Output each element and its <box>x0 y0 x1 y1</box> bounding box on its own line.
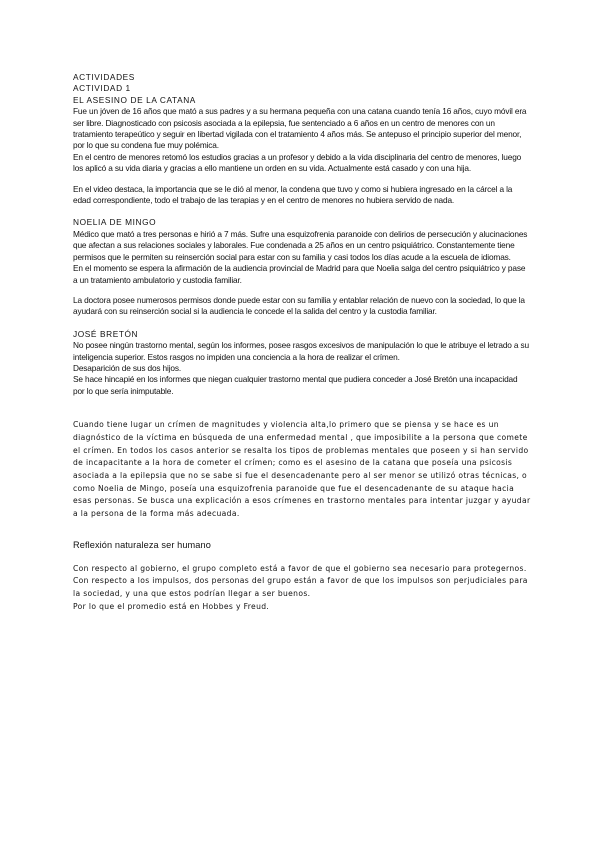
activity-title: ACTIVIDAD 1 <box>73 83 131 94</box>
reflection-line: Con respecto al gobierno, el grupo completo está a favor de que el gobierno sea necesario para protegernos. <box>73 563 527 573</box>
section-paragraph: En el centro de menores retomó los estudios gracias a un profesor y debido a la vida disciplinaria del centro de menores, luego los aplicó a su vida diaria y gracias a ello mantiene un orden en su vida. Actualmente está casado y con una hija. <box>73 151 522 174</box>
section-paragraph: En el momento se espera la afirmación de la audiencia provincial de Madrid para que Noelia salga del centro psiquiátrico y pase a un tratamiento ambulatorio y custodia familiar. <box>73 263 526 285</box>
reflection-line: Por lo que el promedio está en Hobbes y Freud. <box>73 601 270 611</box>
section-paragraph: Desaparición de sus dos hijos. <box>73 362 182 373</box>
section-heading-breton: JOSÉ BRETÓN <box>73 328 139 339</box>
section-paragraph: Se hace hincapié en los informes que niegan cualquier trastorno mental que pudiera conceder a José Bretón una incapacidad por lo que sería inimputable. <box>73 374 518 396</box>
document-page <box>73 72 531 614</box>
section-paragraph: No posee ningún trastorno mental, según los informes, posee rasgos excesivos de manipulación lo que le atribuye el letrado a su inteligencia superior. Estos rasgos no impiden una conciencia a la hora de realizar el crímen. <box>73 340 529 362</box>
document-title: ACTIVIDADES <box>73 72 135 82</box>
section-heading-catana: EL ASESINO DE LA CATANA <box>73 94 196 105</box>
conclusion-paragraph: Cuando tiene lugar un crímen de magnitudes y violencia alta,lo primero que se piensa y se hace es un diagnóstico de la víctima en búsqueda de una enfermedad mental , que imposibilite a la persona que comete el crímen. En todos los casos anterior se resalta los tipos de problemas mentales que poseen y si han servido de incapacitante a la hora de cometer el crímen; como es el asesino de la catana que poseía una psicosis asociada a la epilepsia que no se sabe si fue el desencadenante pero al ser menor se utilizó otras técnicas, o como Noelia de Mingo, poseía una esquizofrenia paranoide que fue el desencadenante de su ataque hacia esas personas. Se busca una explicación a esos crímenes en trastorno mentales para intentar juzgar y ayudar a la persona de la forma más adecuada. <box>73 420 531 519</box>
section-paragraph: Médico que mató a tres personas e hirió a 7 más. Sufre una esquizofrenia paranoide con delirios de persecución y alucinaciones que afectan a sus relaciones sociales y laborales. Fue condenada a 25 años en un centro psiquiátrico. Constantemente tiene permisos que le permiten su reinserción social para estar con su familia y casi todos los días acude a la escuela de idiomas. <box>73 228 528 262</box>
section-paragraph: Fue un jóven de 16 años que mató a sus padres y a su hermana pequeña con una catana cuando tenía 16 años, cuyo móvil era ser libre. Diagnosticado con psicosis asociada a la epilepsia, fue sentenciado a 6 años en un centro de menores con un tratamiento terapeútico y seguir en libertad vigilada con el tratamiento 4 años más. Se antepuso el principio superior del menor, por lo que su condena fue muy polémica. <box>73 106 527 151</box>
section-paragraph: En el video destaca, la importancia que se le dió al menor, la condena que tuvo y como si hubiera ingresado en la cárcel a la edad correspondiente, todo el trabajo de las terapias y en el centro de menores no hubiera servido de nada. <box>73 183 513 206</box>
reflection-line: Con respecto a los impulsos, dos personas del grupo están a favor de que los impulsos son perjudiciales para la sociedad, y una que estos podrían llegar a ser buenos. <box>73 576 528 599</box>
reflection-title: Reflexión naturaleza ser humano <box>73 539 211 550</box>
section-paragraph: La doctora posee numerosos permisos donde puede estar con su familia y entablar relación de nuevo con la sociedad, lo que la ayudará con su reinserción social si la audiencia le concede el la salida del centro y la custodia familiar. <box>73 294 525 317</box>
section-heading-noelia: NOELIA DE MINGO <box>73 217 157 228</box>
